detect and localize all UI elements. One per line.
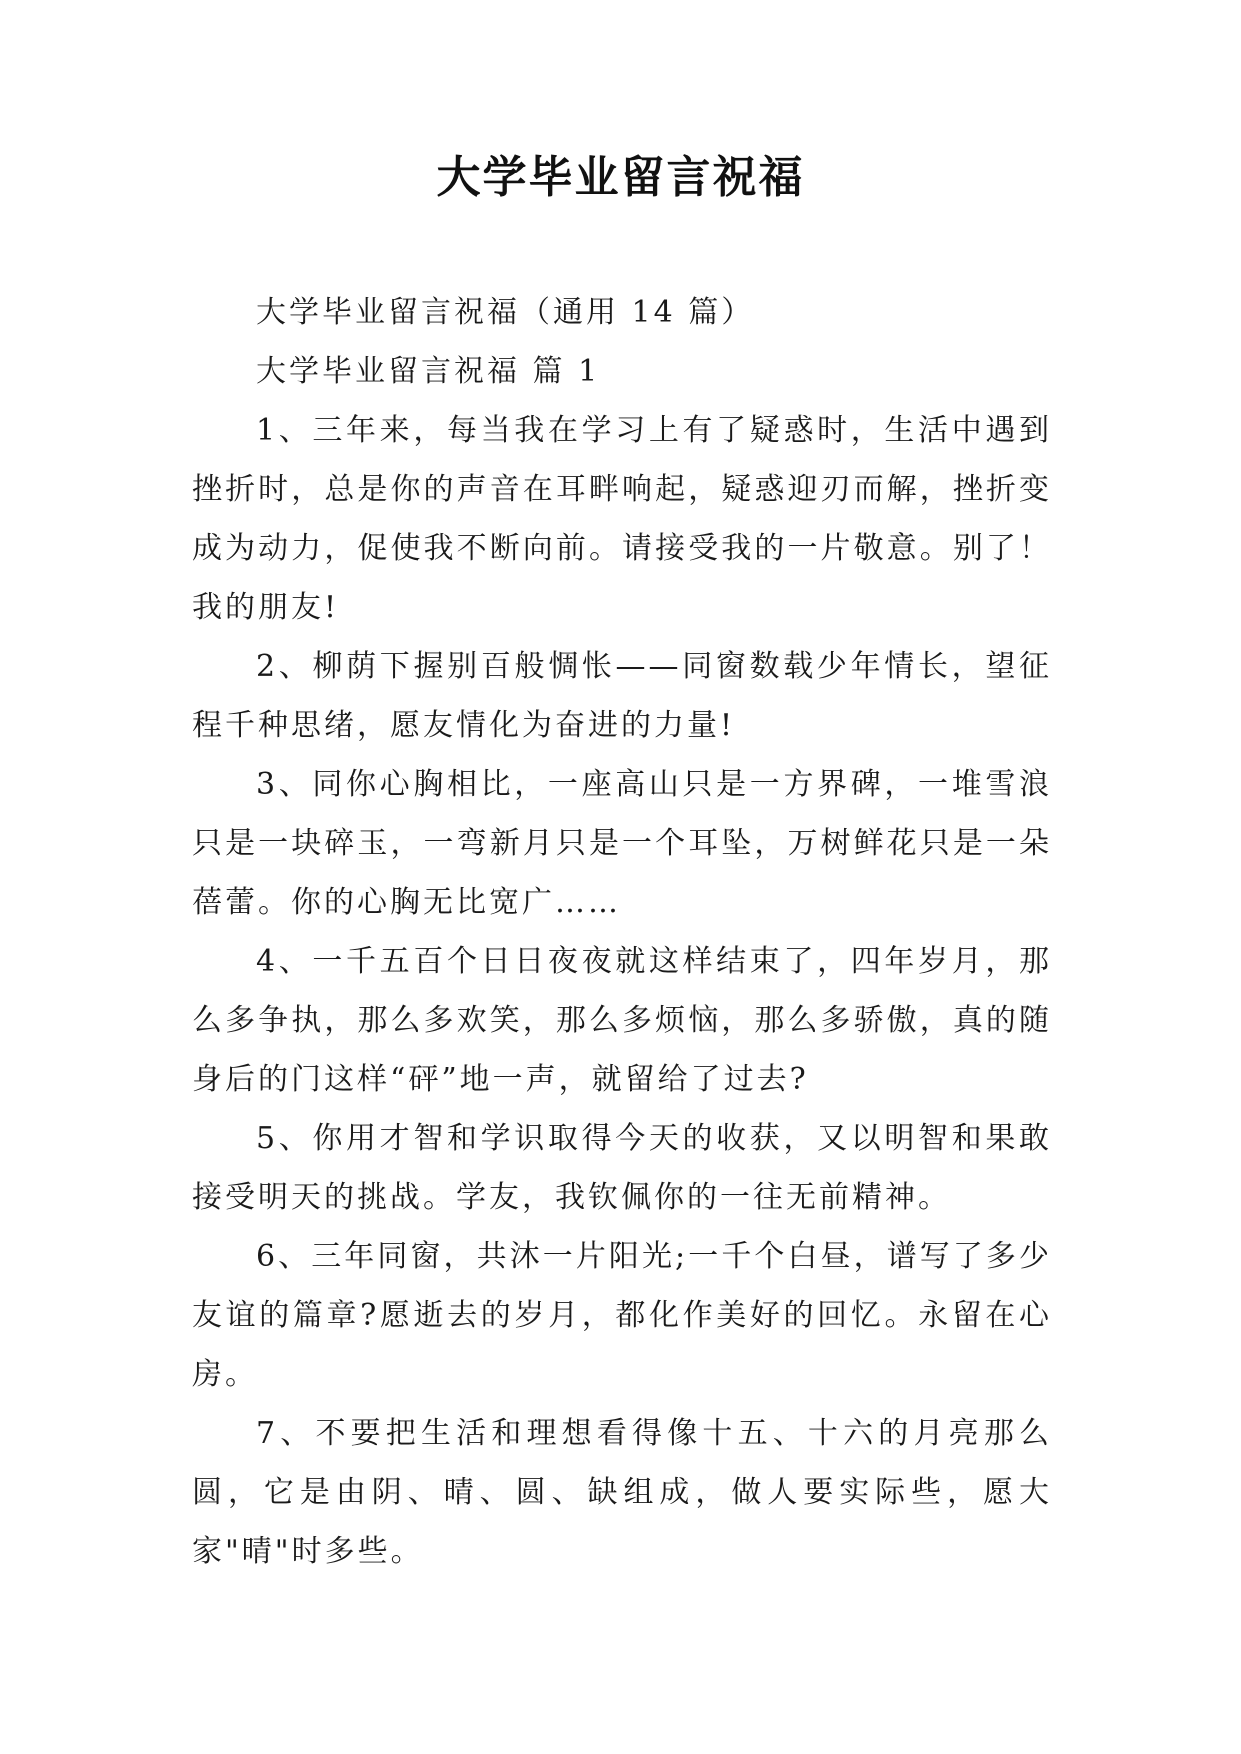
- paragraph-1: 1、三年来，每当我在学习上有了疑惑时，生活中遇到挫折时，总是你的声音在耳畔响起，疑惑迎刃而解，挫折变成为动力，促使我不断向前。请接受我的一片敬意。别了！我的朋友!: [192, 413, 1052, 625]
- subtitle: 大学毕业留言祝福（通用 14 篇）: [256, 295, 755, 330]
- paragraph-2: 2、柳荫下握别百般惆怅——同窗数载少年情长，望征程千种思绪，愿友情化为奋进的力量!: [192, 649, 1052, 743]
- paragraph-5: 5、你用才智和学识取得今天的收获，又以明智和果敢接受明天的挑战。学友，我钦佩你的一往无前精神。: [192, 1121, 1052, 1215]
- paragraph-4: 4、一千五百个日日夜夜就这样结束了，四年岁月，那么多争执，那么多欢笑，那么多烦恼，那么多骄傲，真的随身后的门这样“砰”地一声，就留给了过去?: [192, 944, 1052, 1097]
- paragraph-3: 3、同你心胸相比，一座高山只是一方界碑，一堆雪浪只是一块碎玉，一弯新月只是一个耳坠，万树鲜花只是一朵蓓蕾。你的心胸无比宽广……: [192, 767, 1052, 920]
- paragraph-6: 6、三年同窗，共沐一片阳光;一千个白昼，谱写了多少友谊的篇章?愿逝去的岁月，都化作美好的回忆。永留在心房。: [192, 1239, 1052, 1392]
- paragraph-7: 7、不要把生活和理想看得像十五、十六的月亮那么圆，它是由阴、晴、圆、缺组成，做人要实际些，愿大家"晴"时多些。: [192, 1416, 1052, 1569]
- document-body: [192, 283, 1052, 1581]
- section-heading: 大学毕业留言祝福 篇 1: [256, 354, 601, 389]
- document-title: 大学毕业留言祝福: [436, 152, 805, 203]
